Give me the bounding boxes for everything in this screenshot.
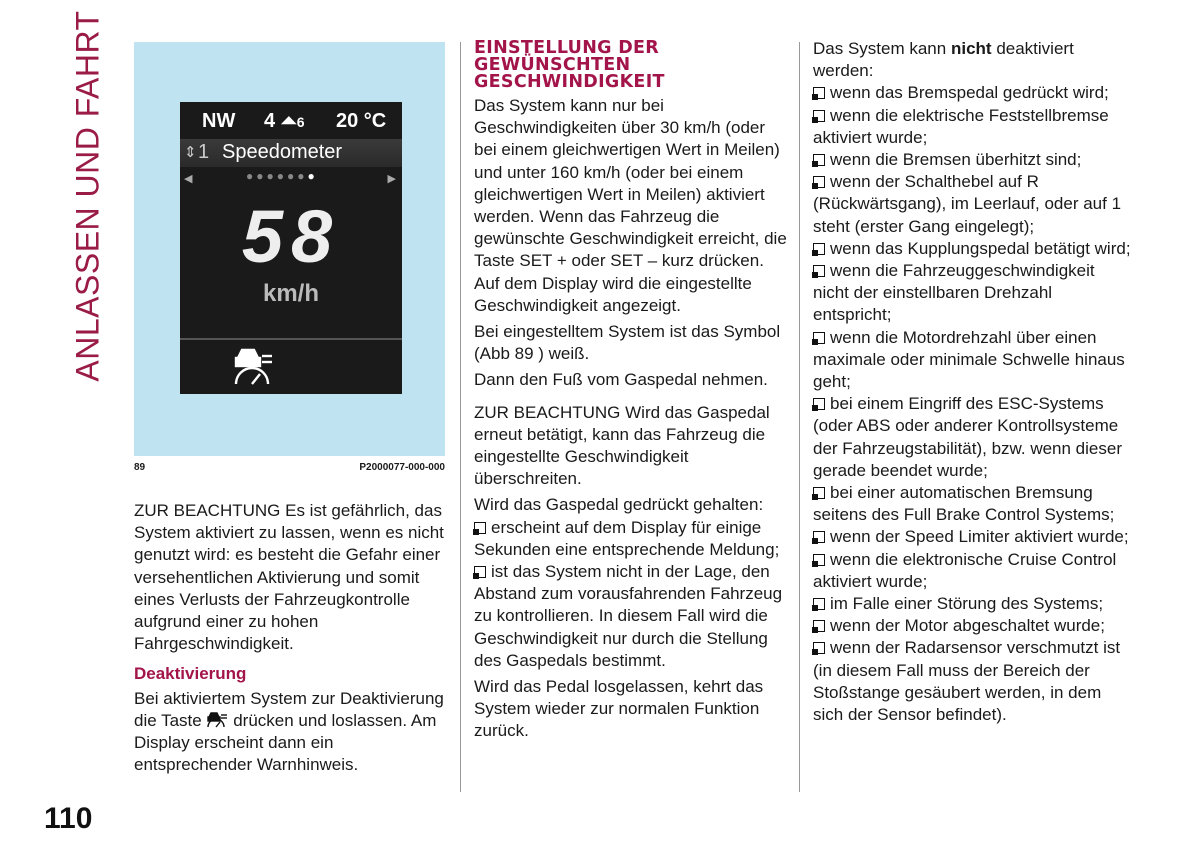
- bullet-icon: [813, 620, 825, 632]
- bullet-icon: [813, 176, 825, 188]
- bullet-icon: [813, 598, 825, 610]
- page-number: 110: [44, 802, 93, 835]
- list-item: wenn der Motor abgeschaltet wurde;: [813, 615, 1133, 637]
- figure-code: P2000077-000-000: [359, 462, 445, 473]
- section-heading-deaktivierung: Deaktivierung: [134, 664, 247, 684]
- left-arrow-icon: ◀: [184, 173, 193, 185]
- up-down-arrows-icon: ⇕: [184, 144, 197, 161]
- middle-column: [474, 40, 790, 747]
- section-side-title: ANLASSEN UND FAHRT: [69, 10, 106, 382]
- column-divider-left: [460, 42, 461, 792]
- mid-paragraph-6: Wird das Pedal losgelassen, kehrt das System wieder zur normalen Funktion zurück.: [474, 677, 764, 741]
- menu-index: 1: [198, 141, 210, 163]
- list-item: wenn die Motordrehzahl über einen maximale oder minimale Schwelle hinaus geht;: [813, 327, 1125, 392]
- speed-value: 58: [241, 195, 341, 278]
- list-item: wenn der Radarsensor verschmutzt ist (in diesem Fall muss der Bereich der Stoßstange gesäubert werden, in dem sich der Sensor befindet).: [813, 638, 1121, 725]
- mid-warning-paragraph: ZUR BEACHTUNG Wird das Gaspedal erneut betätigt, kann das Fahrzeug die eingestellte Geschwindigkeit überschreiten.: [474, 402, 770, 489]
- mid-paragraph-3: Dann den Fuß vom Gaspedal nehmen.: [474, 370, 768, 390]
- list-item: wenn das Bremspedal gedrückt wird;: [813, 82, 1133, 104]
- mid-paragraph-1: Das System kann nur bei Geschwindigkeiten über 30 km/h (oder bei einem gleichwertigen Wert in Meilen) und unter 160 km/h (oder bei einem gleichwertigen Wert in Meilen) aktiviert werden. Wenn das Fahrzeug die gewünschte Geschwindigkeit erreicht, die Taste SET + oder SET – kurz drücken. Auf dem Display wird die eingestellte Geschwindigkeit angezeigt.: [474, 96, 787, 315]
- display-status-bar: [180, 108, 402, 136]
- list-item: wenn die Fahrzeuggeschwindigkeit nicht der einstellbaren Drehzahl entspricht;: [813, 261, 1095, 325]
- bullet-icon: [813, 243, 825, 255]
- right-column: [813, 38, 1133, 726]
- speed-unit: km/h: [262, 280, 319, 307]
- display-menu-bar: [180, 139, 402, 167]
- list-item: bei einer automatischen Bremsung seitens des Full Brake Control Systems;: [813, 483, 1115, 525]
- list-item: wenn der Schalthebel auf R (Rückwärtsgang), im Leerlauf, oder auf 1 steht (erster Gang eingelegt);: [813, 172, 1122, 236]
- bullet-icon: [474, 566, 486, 578]
- bullet-icon: [813, 642, 825, 654]
- right-intro: Das System kann nicht deaktiviert werden:: [813, 39, 1074, 81]
- adaptive-cruise-control-icon: [232, 346, 276, 386]
- column-divider-right: [799, 42, 800, 792]
- mid-paragraph-2: Bei eingestelltem System ist das Symbol (Abb 89 ) weiß.: [474, 322, 781, 364]
- list-item: ist das System nicht in der Lage, den Abstand zum vorausfahrenden Fahrzeug zu kontrollieren. In diesem Fall wird die Geschwindigkeit nur durch die Stellung des Gaspedals bestimmt.: [474, 562, 783, 670]
- bullet-icon: [813, 531, 825, 543]
- bullet-icon: [813, 487, 825, 499]
- bullet-icon: [813, 154, 825, 166]
- list-item: wenn die Bremsen überhitzt sind;: [813, 149, 1133, 171]
- list-item: wenn das Kupplungspedal betätigt wird;: [813, 238, 1133, 260]
- outside-temperature: 20 °C: [336, 110, 387, 132]
- bullet-icon: [813, 398, 825, 410]
- page-indicator: [180, 169, 402, 190]
- gear-up-arrow-icon: ⏶: [280, 110, 297, 132]
- section-heading-settings: EINSTELLUNG DER GEWÜNSCHTEN GESCHWINDIGKEIT: [474, 38, 665, 92]
- page-dots: ●●●●●●●: [246, 169, 318, 183]
- bullet-icon: [813, 265, 825, 277]
- list-item: bei einem Eingriff des ESC-Systems (oder ABS oder anderer Kontrollsysteme der Fahrzeugstabilität), bzw. wenn dieser gerade beendet wurde;: [813, 394, 1122, 480]
- deactivation-paragraph: Bei aktiviertem System zur Deaktivierung die Taste drücken und loslassen. Am Display erscheint dann ein entsprechender Warnhinweis.: [134, 688, 444, 775]
- gear-indicator: 4 ⏶6: [264, 110, 305, 132]
- compass-heading: NW: [202, 110, 236, 132]
- right-arrow-icon: ▶: [387, 173, 396, 185]
- list-item: wenn die elektronische Cruise Control aktiviert wurde;: [813, 549, 1117, 591]
- list-item: im Falle einer Störung des Systems;: [813, 593, 1133, 615]
- list-item: wenn der Speed Limiter aktiviert wurde;: [813, 526, 1133, 548]
- left-column: [134, 500, 449, 776]
- bullet-icon: [813, 110, 825, 122]
- bullet-icon: [813, 87, 825, 99]
- display-divider: [180, 338, 402, 340]
- warning-paragraph: ZUR BEACHTUNG Es ist gefährlich, das System aktiviert zu lassen, wenn es nicht genutzt wird: es besteht die Gefahr einer versehentlichen Aktivierung und somit eines Verlusts der Fahrzeugkontrolle aufgrund einer zu hohen Fahrgeschwindigkeit.: [134, 501, 444, 654]
- list-item: erscheint auf dem Display für einige Sekunden eine entsprechende Meldung;: [474, 517, 780, 559]
- bullet-icon: [813, 554, 825, 566]
- menu-label: Speedometer: [222, 141, 343, 163]
- figure-number: 89: [134, 462, 146, 473]
- mid-list-intro: Wird das Gaspedal gedrückt gehalten:: [474, 495, 764, 515]
- bullet-icon: [813, 332, 825, 344]
- list-item: wenn die elektrische Feststellbremse aktiviert wurde;: [813, 105, 1109, 147]
- bullet-icon: [474, 522, 486, 534]
- instrument-display: [180, 102, 402, 394]
- cruise-control-button-icon: [206, 711, 228, 728]
- figure-89: [134, 42, 445, 456]
